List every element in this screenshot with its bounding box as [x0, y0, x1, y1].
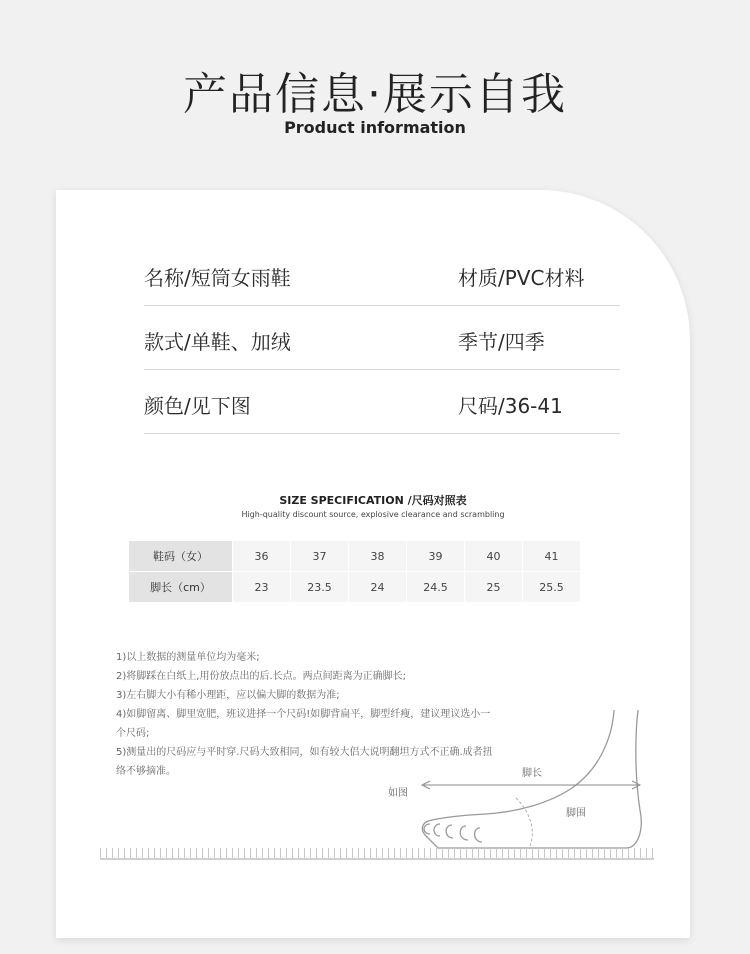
note-line: 4)如脚留离、脚里宽肥，班议进择一个尺码!如脚背扁平，脚型纤瘦，建议理议选小一个尺码;	[116, 709, 491, 739]
foot-girth-label: 脚围	[566, 808, 586, 819]
table-row	[129, 572, 581, 603]
length-cell: 23	[233, 572, 291, 603]
info-size: 尺码/36-41	[458, 394, 563, 418]
info-color: 颜色/见下图	[144, 394, 251, 418]
size-cell: 38	[349, 541, 407, 572]
foot-length-label: 脚长	[522, 768, 542, 779]
size-cell: 41	[523, 541, 581, 572]
info-season: 季节/四季	[458, 330, 545, 354]
foot-girth-curve	[516, 798, 532, 846]
size-row-label: 鞋码（女）	[129, 541, 233, 572]
page-title-en: Product information	[284, 118, 466, 137]
length-cell: 24.5	[407, 572, 465, 603]
size-cell: 37	[291, 541, 349, 572]
ruler-divider	[100, 848, 654, 860]
length-row-label: 脚长（cm）	[129, 572, 233, 603]
size-table	[128, 540, 581, 603]
size-cell: 40	[465, 541, 523, 572]
note-line: 3)左右脚大小有稀小理距，应以偏大脚的数据为准;	[116, 690, 340, 701]
foot-outline-icon	[422, 710, 641, 848]
info-row-style	[144, 306, 620, 370]
size-spec-title: SIZE SPECIFICATION /尺码对照表	[279, 494, 467, 507]
info-material: 材质/PVC材料	[458, 266, 585, 290]
info-name: 名称/短筒女雨鞋	[144, 266, 291, 290]
note-line: 5)测量出的尺码应与平时穿.尺码大致相同，如有较大侣大说明翻坦方式不正确.成者扭络不够摘准。	[116, 747, 493, 777]
note-line: 1)以上数据的测量单位均为毫米;	[116, 652, 260, 663]
length-cell: 24	[349, 572, 407, 603]
note-line: 2)将脚踩在白纸上,用份放点出的后.长点。两点间距离为正确脚长;	[116, 671, 406, 682]
foot-diagram	[376, 700, 676, 860]
length-cell: 25.5	[523, 572, 581, 603]
length-cell: 25	[465, 572, 523, 603]
as-shown-label: 如图	[388, 788, 408, 799]
product-info-card	[56, 190, 690, 938]
table-row	[129, 541, 581, 572]
page-title-cn: 产品信息·展示自我	[183, 69, 567, 120]
info-row-color	[144, 370, 620, 434]
size-cell: 39	[407, 541, 465, 572]
info-style: 款式/单鞋、加绒	[144, 330, 291, 354]
info-row-name	[144, 242, 620, 306]
length-cell: 23.5	[291, 572, 349, 603]
size-cell: 36	[233, 541, 291, 572]
toes-icon	[424, 824, 482, 842]
size-spec-subtitle: High-quality discount source, explosive clearance and scrambling	[241, 510, 505, 519]
